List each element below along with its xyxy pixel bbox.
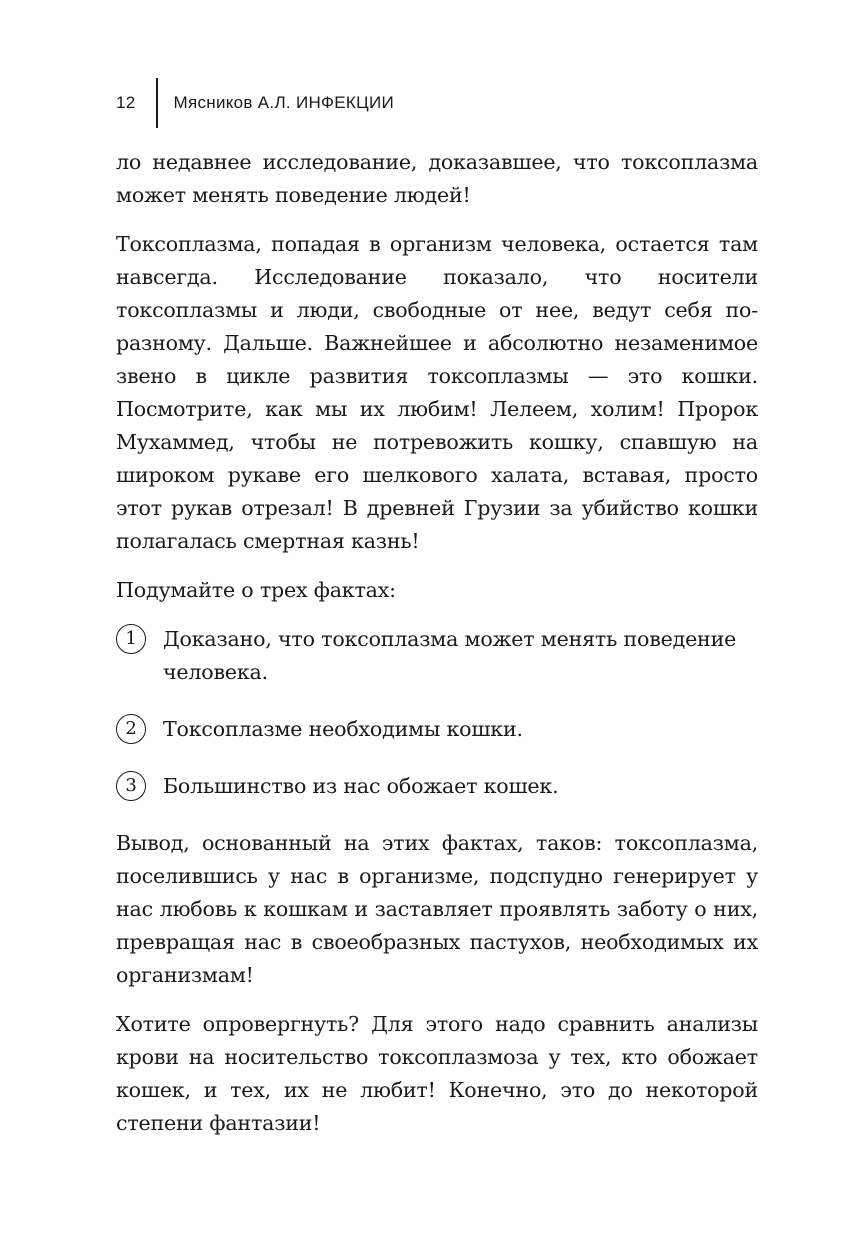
facts-list bbox=[116, 623, 758, 803]
paragraph-list-intro: Подумайте о трех фактах: bbox=[116, 578, 396, 602]
header-divider bbox=[156, 78, 158, 128]
running-title: Мясников А.Л. ИНФЕКЦИИ bbox=[173, 93, 395, 112]
list-item bbox=[116, 623, 758, 689]
circled-number: 3 bbox=[116, 771, 146, 801]
page-header bbox=[116, 78, 394, 128]
paragraph: Хотите опровергнуть? Для этого надо сравнить анализы крови на носительство токсоплазмоза у тех, кто обожает кошек, и тех, их не любит! Конечно, это до некоторой степени фантазии! bbox=[116, 1012, 758, 1135]
list-item-text: Большинство из нас обожает кошек. bbox=[163, 774, 559, 798]
paragraph: Вывод, основанный на этих фактах, таков: токсоплазма, поселившись у нас в организме, подспудно генерирует у нас любовь к кошкам и заставляет проявлять заботу о них, превращая нас в своеобразных пастухов, необходимых их организмам! bbox=[116, 831, 758, 987]
page-body bbox=[116, 146, 758, 1156]
paragraph: ло недавнее исследование, доказавшее, что токсоплазма может менять поведение людей! bbox=[116, 150, 758, 207]
list-item bbox=[116, 713, 758, 746]
list-item-text: Доказано, что токсоплазма может менять поведение человека. bbox=[163, 627, 737, 684]
circled-number: 1 bbox=[116, 624, 146, 654]
circled-number: 2 bbox=[116, 714, 146, 744]
list-item bbox=[116, 770, 758, 803]
page-number: 12 bbox=[116, 93, 136, 112]
paragraph: Токсоплазма, попадая в организм человека, остается там навсегда. Исследование показало, что носители токсоплазмы и люди, свободные от нее, ведут себя по-разному. Дальше. Важнейшее и абсолютно незаменимое звено в цикле развития токсоплазмы — это кошки. Посмотрите, как мы их любим! Лелеем, холим! Пророк Мухаммед, чтобы не потревожить кошку, спавшую на широком рукаве его шелкового халата, вставая, просто этот рукав отрезал! В древней Грузии за убийство кошки полагалась смертная казнь! bbox=[116, 232, 758, 553]
list-item-text: Токсоплазме необходимы кошки. bbox=[163, 717, 523, 741]
